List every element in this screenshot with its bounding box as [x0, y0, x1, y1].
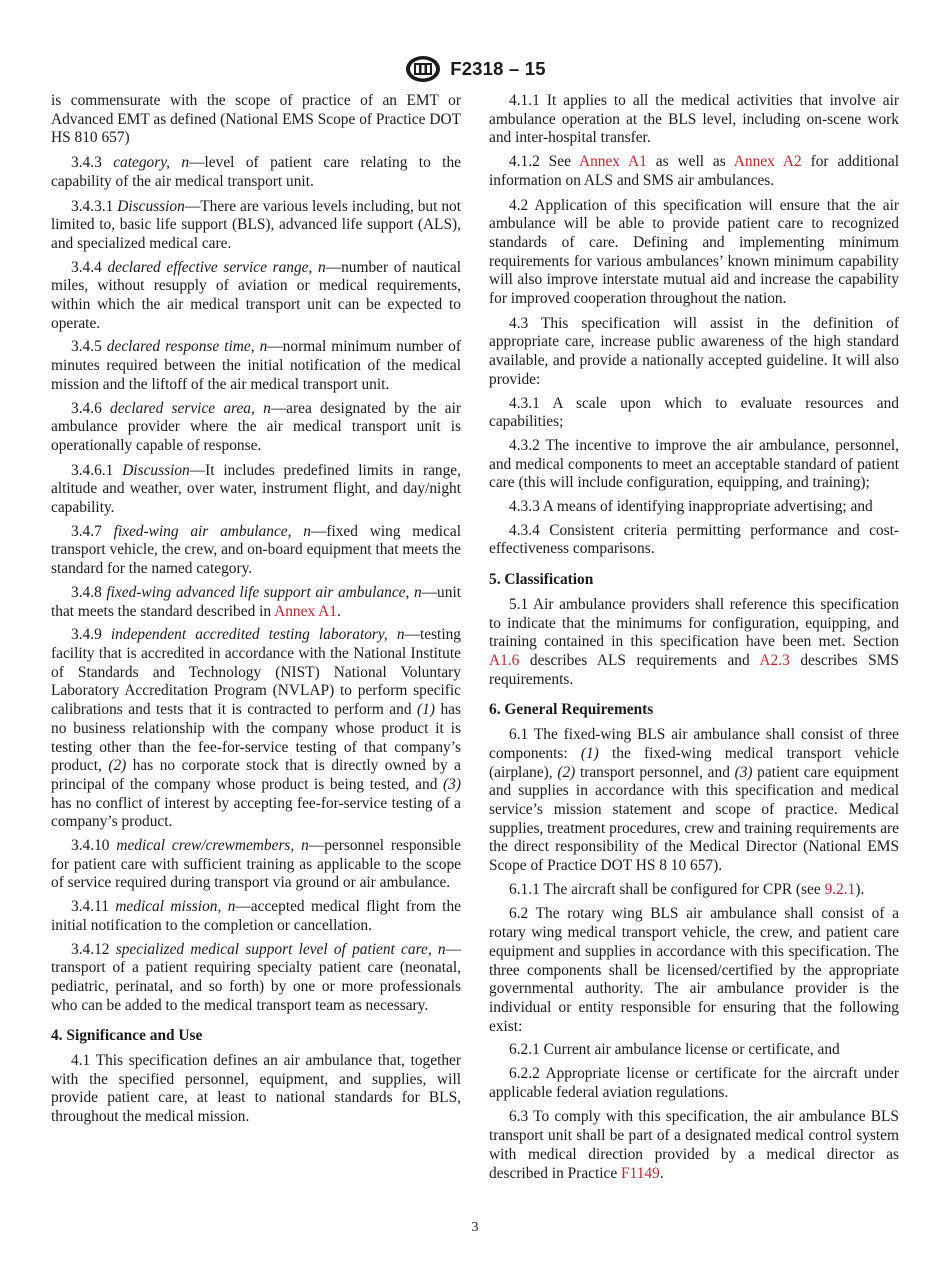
- clause-3-4-12: 3.4.12 specialized medical support level of patient care, n—transport of a patient requiring specialty patient care (neonatal, pediatric, perinatal, and so forth) by one or more professionals who can be added to the medical transport team as necessary.: [51, 940, 462, 1014]
- clause-4-3-1: 4.3.1 A scale upon which to evaluate resources and capabilities;: [489, 394, 899, 431]
- clause-3-4-6-1: 3.4.6.1 Discussion—It includes predefined limits in range, altitude and weather, over water, instrument flight, and day/night capability.: [51, 461, 461, 517]
- clause-4-3-2: 4.3.2 The incentive to improve the air ambulance, personnel, and medical components to meet an acceptable standard of patient care (this will include configuration, equipping, and training);: [489, 436, 899, 492]
- clause-3-4-3-1: 3.4.3.1 Discussion—There are various levels including, but not limited to, basic life support (BLS), advanced life support (ALS), and specialized medical care.: [51, 197, 461, 252]
- clause-4-2: 4.2 Application of this specification will ensure that the air ambulance will be able to provide patient care to recognized standards of care. Defining and implementing minimum requirements for various ambulances’ known minimum capability will also improve interstate mutual aid and increase the capability for improved cooperation throughout the nation.: [489, 196, 899, 308]
- a2-3-link[interactable]: A2.3: [759, 651, 790, 669]
- clause-6-2-1: 6.2.1 Current air ambulance license or certificate, and: [509, 1041, 840, 1059]
- paragraph-continued: is commensurate with the scope of practice of an EMT or Advanced EMT as defined (National EMS Scope of Practice DOT HS 810 657): [51, 92, 461, 147]
- clause-3-4-3: 3.4.3 category, n—level of patient care relating to the capability of the air medical transport unit.: [51, 154, 461, 190]
- clause-4-1: 4.1 This specification defines an air ambulance that, together with the specified personnel, equipment, and supplies, will provide patient care, at least to national standards for BLS, throughout the medical mission.: [51, 1052, 461, 1126]
- annex-a1-link[interactable]: Annex A1: [578, 153, 647, 171]
- clause-3-4-6: 3.4.6 declared service area, n—area designated by the air ambulance provider where the air medical transport unit is operationally capable of response.: [51, 399, 461, 454]
- clause-4-3-4: 4.3.4 Consistent criteria permitting performance and cost-effectiveness comparisons.: [489, 521, 899, 558]
- clause-6-1-1: 6.1.1 The aircraft shall be configured for CPR (see 9.2.1).: [509, 880, 865, 898]
- a1-6-link[interactable]: A1.6: [489, 651, 520, 669]
- clause-4-3: 4.3 This specification will assist in the definition of appropriate care, increase public awareness of the high standard available, and provide a nationally accepted guideline. It will also provide:: [489, 314, 899, 388]
- clause-5-1: 5.1 Air ambulance providers shall reference this specification to indicate that the minimums for configuration, equipping, and training contained in this specification have been met. Section A1.6 describes ALS requirements and A2.3 describes SMS requirements.: [489, 595, 899, 688]
- left-column: [51, 92, 461, 1132]
- document-id: F2318 – 15: [450, 58, 546, 79]
- annex-a2-link[interactable]: Annex A2: [733, 153, 802, 171]
- clause-3-4-4: 3.4.4 declared effective service range, n—number of nautical miles, without resupply of aviation or medical requirements, within which the air medical transport unit can be expected to operate.: [51, 258, 461, 332]
- clause-3-4-10: 3.4.10 medical crew/crewmembers, n—personnel responsible for patient care with sufficient training as applicable to the scope of service required during transport via ground or air ambulance.: [51, 837, 461, 892]
- clause-4-3-3: 4.3.3 A means of identifying inappropriate advertising; and: [509, 498, 873, 516]
- clause-6-3: 6.3 To comply with this specification, the air ambulance BLS transport unit shall be part of a designated medical control system with medical direction provided by a medical director as described in Practice F1149.: [489, 1108, 899, 1182]
- clause-3-4-7: 3.4.7 fixed-wing air ambulance, n—fixed wing medical transport vehicle, the crew, and on-board equipment that meets the standard for the named category.: [51, 522, 462, 578]
- section-6-heading: 6. General Requirements: [489, 701, 654, 719]
- clause-4-1-1: 4.1.1 It applies to all the medical activities that involve air ambulance operation at the BLS level, including on-scene work and inter-hospital transfer.: [489, 92, 899, 147]
- clause-3-4-9: 3.4.9 independent accredited testing laboratory, n—testing facility that is accredited in accordance with the National Institute of Standards and Technology (NIST) National Voluntary Laboratory Accreditation Program (NVLAP) to perform specific calibrations and tests that it is contracted to perform and (1) has no business relationship with the company whose product it is testing other than the fee-for-service testing of that company’s product, (2) has no corporate stock that is directly owned by a principal of the company whose product is being tested, and (3) has no conflict of interest by accepting fee-for-service testing of a company’s product.: [51, 626, 461, 831]
- page-header: [0, 54, 950, 84]
- f1149-link[interactable]: F1149: [621, 1164, 660, 1182]
- page-number: 3: [471, 1220, 479, 1235]
- astm-logo-icon: [404, 54, 442, 84]
- section-4-heading: 4. Significance and Use: [51, 1027, 203, 1045]
- right-column: [489, 92, 899, 1188]
- section-5-heading: 5. Classification: [489, 571, 594, 589]
- clause-6-2: 6.2 The rotary wing BLS air ambulance shall consist of a rotary wing medical transport vehicle, the crew, and patient care equipment and supplies in accordance with this specification. The three components shall be licensed/certified by the appropriate governmental authority. The air ambulance provider is the individual or entity responsible for ensuring that the following exist:: [489, 905, 899, 1035]
- clause-6-1: 6.1 The fixed-wing BLS air ambulance shall consist of three components: (1) the fixed-wing medical transport vehicle (airplane), (2) transport personnel, and (3) patient care equipment and supplies in accordance with this specification and medical service’s mission statement and scope of practice. Medical supplies, treatment procedures, crew and training requirements are the direct responsibility of the Medical Director (National EMS Scope of Practice DOT HS 8 10 657).: [489, 726, 899, 875]
- annex-a1-link[interactable]: Annex A1: [274, 602, 337, 620]
- section-9-2-1-link[interactable]: 9.2.1: [824, 880, 856, 898]
- clause-3-4-8: 3.4.8 fixed-wing advanced life support air ambulance, n—unit that meets the standard described in Annex A1.: [51, 583, 461, 620]
- clause-3-4-5: 3.4.5 declared response time, n—normal minimum number of minutes required between the initial notification of the medical mission and the liftoff of the air medical transport unit.: [51, 338, 461, 393]
- clause-6-2-2: 6.2.2 Appropriate license or certificate for the aircraft under applicable federal aviation regulations.: [489, 1065, 899, 1101]
- clause-4-1-2: 4.1.2 See Annex A1 as well as Annex A2 for additional information on ALS and SMS air ambulances.: [489, 153, 899, 189]
- clause-3-4-11: 3.4.11 medical mission, n—accepted medical flight from the initial notification to the completion or cancellation.: [51, 898, 461, 934]
